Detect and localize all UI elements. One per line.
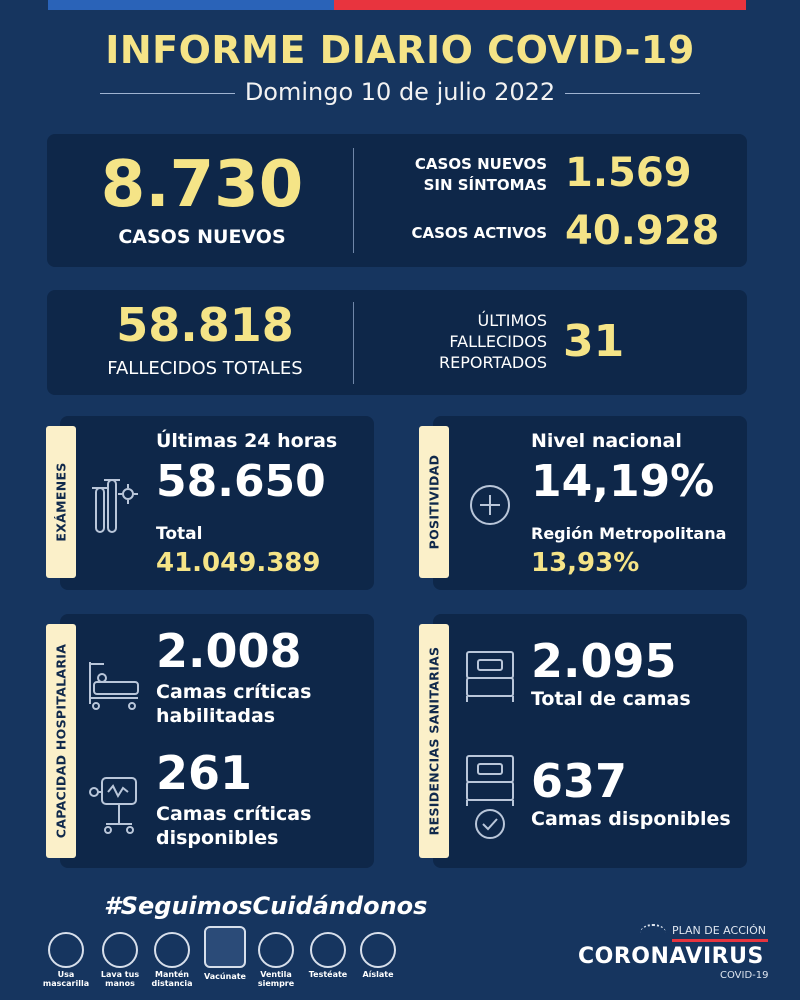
recent-deaths-label <box>377 310 547 373</box>
window-icon <box>258 932 294 968</box>
exams-tab <box>46 426 76 578</box>
residence-total-label: Total de camas <box>531 688 691 710</box>
asymptomatic-label <box>367 154 547 196</box>
exams-card <box>53 416 374 590</box>
enabled-beds-label-line1: Camas críticas <box>156 681 312 703</box>
flag-stripe-blue <box>48 0 334 10</box>
residence-available-label: Camas disponibles <box>531 808 731 830</box>
positivity-tab-label: POSITIVIDAD <box>426 454 442 550</box>
rm-value: 13,93% <box>531 548 640 578</box>
test-tube-icon <box>88 470 140 540</box>
positivity-card <box>426 416 747 590</box>
bed-icon <box>463 648 517 704</box>
card-divider <box>353 148 354 253</box>
enabled-beds-label-line2: habilitadas <box>156 705 276 727</box>
hashtag: #SeguimosCuidándonos <box>104 892 428 920</box>
available-beds-label-line2: disponibles <box>156 827 279 849</box>
exams-total-label: Total <box>156 524 203 544</box>
deaths-card <box>47 290 747 395</box>
total-deaths-value: 58.818 <box>116 298 294 352</box>
national-label: Nivel nacional <box>531 430 682 452</box>
flag-stripe-red <box>334 0 746 10</box>
new-cases-value: 8.730 <box>100 148 304 222</box>
available-beds-label-line1: Camas críticas <box>156 803 312 825</box>
test-icon <box>310 932 346 968</box>
active-cases-value: 40.928 <box>565 208 720 254</box>
cases-card <box>47 134 747 267</box>
brand-sub: COVID-19 <box>720 970 769 981</box>
exams-total-value: 41.049.389 <box>156 548 321 578</box>
ventilator-icon <box>84 774 142 836</box>
hospital-bed-icon <box>86 658 142 712</box>
available-beds-value: 261 <box>156 746 253 800</box>
mask-label: Usa mascarilla <box>42 970 90 988</box>
new-cases-label: CASOS NUEVOS <box>118 226 286 248</box>
last24-label: Últimas 24 horas <box>156 430 338 452</box>
exams-tab-label: EXÁMENES <box>53 462 69 542</box>
divider-right <box>565 93 700 94</box>
residence-total-value: 2.095 <box>531 634 677 688</box>
isolate-label: Aíslate <box>362 970 394 979</box>
hospital-tab-label: CAPACIDAD HOSPITALARIA <box>53 643 69 839</box>
recent-deaths-label-line2: FALLECIDOS <box>449 332 547 351</box>
asymptomatic-value: 1.569 <box>565 150 692 196</box>
total-deaths-label: FALLECIDOS TOTALES <box>107 358 303 379</box>
vaccine-label: Vacúnate <box>204 972 246 981</box>
distance-label: Mantén distancia <box>151 970 193 988</box>
brand-name: CORONAVIRUS <box>578 944 764 969</box>
hospital-card <box>53 614 374 868</box>
isolate-icon <box>360 932 396 968</box>
ventilate-label: Ventila siempre <box>257 970 295 988</box>
last24-value: 58.650 <box>156 456 326 507</box>
calendar-icon <box>204 926 246 968</box>
enabled-beds-label <box>156 680 311 728</box>
residences-card <box>426 614 747 868</box>
positivity-tab <box>419 426 449 578</box>
residences-tab-label: RESIDENCIAS SANITARIAS <box>426 646 442 836</box>
available-beds-label <box>156 802 311 850</box>
distance-icon <box>154 932 190 968</box>
available-bed-icon <box>463 752 517 842</box>
test-label: Testéate <box>308 970 348 979</box>
report-date: Domingo 10 de julio 2022 <box>244 78 556 106</box>
residences-tab <box>419 624 449 858</box>
recent-deaths-value: 31 <box>563 316 625 367</box>
active-cases-label: CASOS ACTIVOS <box>411 224 547 242</box>
asymptomatic-label-line2: SIN SÍNTOMAS <box>423 176 547 194</box>
date-row <box>100 78 700 108</box>
asymptomatic-label-line1: CASOS NUEVOS <box>414 155 547 173</box>
mask-icon <box>48 932 84 968</box>
recent-deaths-label-line1: ÚLTIMOS <box>477 311 547 330</box>
plus-circle-icon <box>467 482 513 528</box>
handwash-icon <box>102 932 138 968</box>
handwash-label: Lava tus manos <box>100 970 140 988</box>
enabled-beds-value: 2.008 <box>156 624 302 678</box>
hospital-tab <box>46 624 76 858</box>
page-title: INFORME DIARIO COVID-19 <box>105 28 695 72</box>
card-divider <box>353 302 354 384</box>
recent-deaths-label-line3: REPORTADOS <box>439 353 547 372</box>
rm-label: Región Metropolitana <box>531 524 727 543</box>
brand-logo-icon <box>640 924 666 942</box>
residence-available-value: 637 <box>531 754 628 808</box>
brand-accent-line <box>672 939 768 942</box>
plan-label: PLAN DE ACCIÓN <box>672 924 767 937</box>
national-value: 14,19% <box>531 456 715 507</box>
